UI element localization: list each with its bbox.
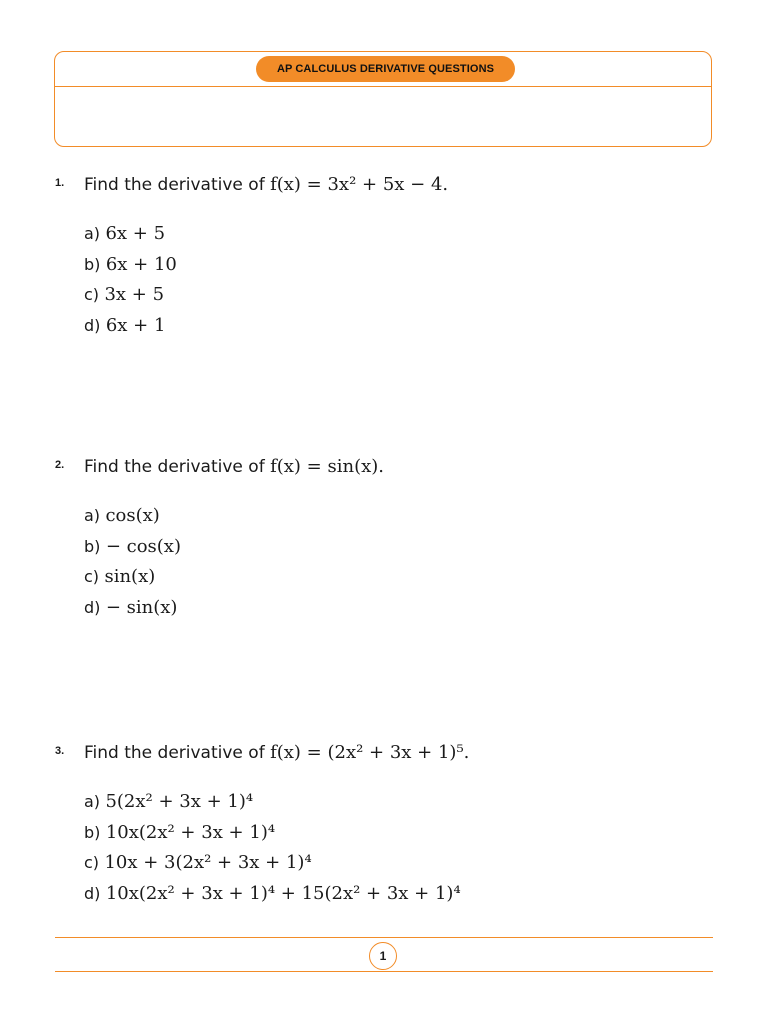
header-divider [55, 86, 711, 87]
footer-divider-bottom [55, 971, 713, 972]
option-d[interactable] [84, 315, 177, 346]
question-number: 1. [55, 177, 65, 189]
option-b[interactable] [84, 536, 181, 567]
answer-options [84, 505, 181, 627]
question-prompt: Find the derivative of [84, 743, 265, 763]
answer-options [84, 223, 177, 345]
option-letter: c) [84, 567, 100, 586]
option-c[interactable] [84, 852, 461, 883]
option-text: 6x + 10 [105, 253, 177, 275]
option-letter: b) [84, 254, 101, 274]
option-text: 10x(2x² + 3x + 1)⁴ [105, 821, 276, 843]
question-prompt: Find the derivative of [84, 457, 265, 477]
option-a[interactable] [84, 223, 177, 254]
option-a[interactable] [84, 791, 461, 822]
option-text: 3x + 5 [104, 284, 165, 305]
option-text: − sin(x) [105, 596, 178, 618]
question-number: 2. [55, 459, 65, 471]
question-expression: f(x) = sin(x). [270, 456, 384, 477]
answer-options [84, 791, 461, 913]
question-text [84, 174, 448, 195]
option-text: − cos(x) [105, 535, 181, 557]
option-letter: d) [84, 315, 101, 335]
option-b[interactable] [84, 254, 177, 285]
option-b[interactable] [84, 822, 461, 853]
page-title: AP CALCULUS DERIVATIVE QUESTIONS [256, 56, 515, 82]
question-expression: f(x) = (2x² + 3x + 1)⁵. [270, 742, 470, 763]
option-d[interactable] [84, 883, 461, 914]
option-text: 10x + 3(2x² + 3x + 1)⁴ [104, 852, 312, 873]
option-text: 5(2x² + 3x + 1)⁴ [105, 791, 254, 812]
option-d[interactable] [84, 597, 181, 628]
option-letter: d) [84, 883, 101, 903]
option-letter: b) [84, 822, 101, 842]
option-text: sin(x) [104, 566, 156, 587]
question-text [84, 456, 384, 477]
option-text: 6x + 5 [105, 223, 166, 244]
option-c[interactable] [84, 284, 177, 315]
option-text: 6x + 1 [105, 314, 166, 336]
option-letter: a) [84, 506, 101, 525]
option-letter: d) [84, 597, 101, 617]
option-letter: c) [84, 285, 100, 304]
option-letter: b) [84, 536, 101, 556]
option-letter: a) [84, 224, 101, 243]
option-letter: a) [84, 792, 101, 811]
question-number: 3. [55, 745, 65, 757]
question-prompt: Find the derivative of [84, 175, 265, 195]
question-expression: f(x) = 3x² + 5x − 4. [270, 174, 449, 195]
page-number: 1 [369, 942, 397, 970]
footer-divider-top [55, 937, 713, 938]
question-text [84, 742, 469, 763]
option-a[interactable] [84, 505, 181, 536]
option-text: cos(x) [105, 505, 160, 526]
option-letter: c) [84, 853, 100, 872]
option-c[interactable] [84, 566, 181, 597]
option-text: 10x(2x² + 3x + 1)⁴ + 15(2x² + 3x + 1)⁴ [105, 882, 461, 904]
